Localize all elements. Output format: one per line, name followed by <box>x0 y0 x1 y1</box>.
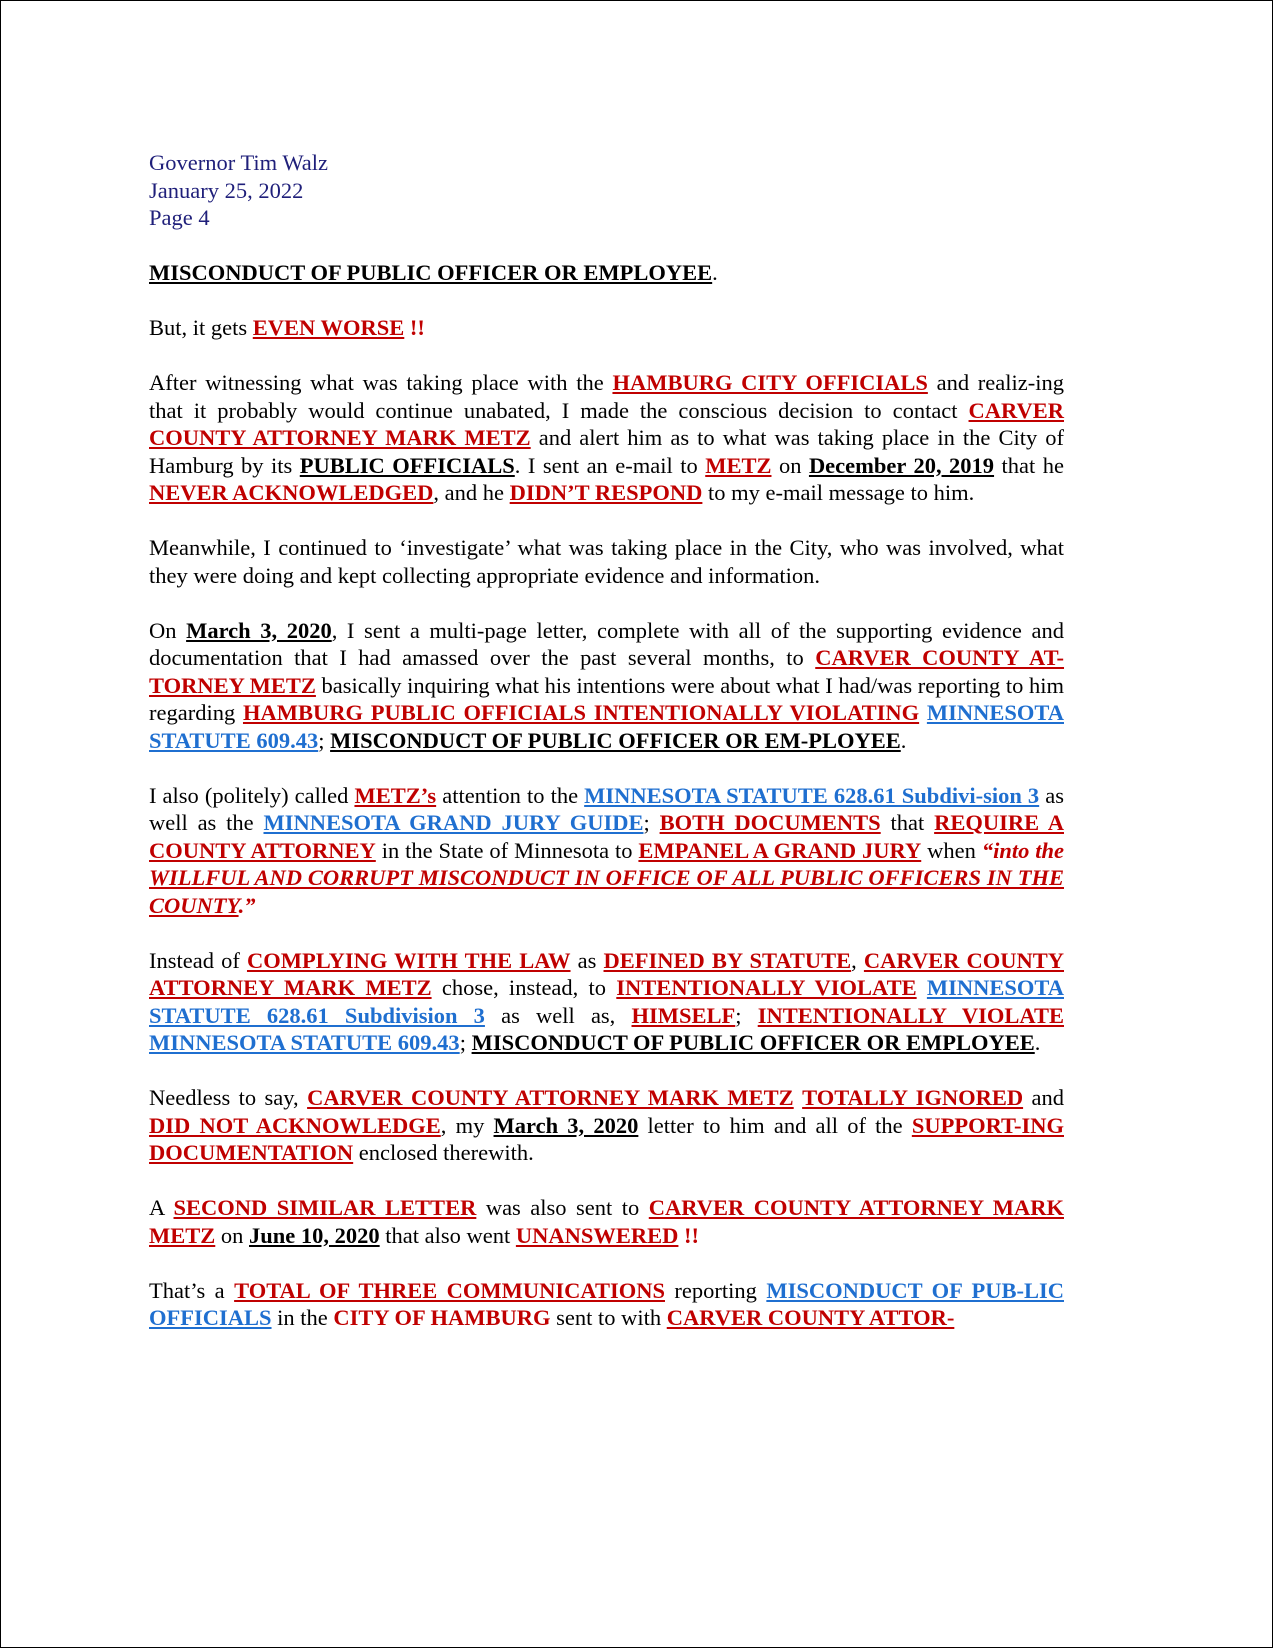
emphasis-red: TOTAL OF THREE COMMUNICATIONS <box>234 1277 665 1303</box>
text-span: as well as the <box>149 782 1064 835</box>
emphasis-red: CARVER COUNTY ATTORNEY MARK METZ <box>149 947 1064 1000</box>
letter-header <box>149 149 1064 232</box>
guide-link[interactable]: MINNESOTA GRAND JURY GUIDE <box>263 810 644 835</box>
text-span: that he <box>994 452 1064 478</box>
text-span: on <box>215 1222 250 1248</box>
text-span <box>919 700 927 725</box>
emphasis-date: June 10, 2020 <box>249 1222 380 1248</box>
text-span: when <box>921 837 982 863</box>
emphasis-red: REQUIRE A COUNTY ATTORNEY <box>149 810 1064 863</box>
emphasis-red: CARVER COUNTY ATTORNEY MARK METZ <box>149 1195 1064 1248</box>
text-span: ; <box>643 810 660 835</box>
text-span: That’s a <box>149 1277 235 1303</box>
text-span: . I sent an e-mail to <box>514 452 706 478</box>
statute-link[interactable]: MINNESOTA STATUTE 628.61 Subdivision 3 <box>149 975 1064 1028</box>
emphasis-date: March 3, 2020 <box>186 617 332 643</box>
text-span: in the State of Minnesota to <box>375 837 639 863</box>
paragraph-grand-jury <box>149 782 1064 920</box>
emphasis-red: HAMBURG CITY OFFICIALS <box>612 370 928 395</box>
text-span: , <box>851 947 864 973</box>
letter-body <box>149 149 1064 1332</box>
statute-link[interactable]: MINNESOTA STATUTE 609.43 <box>149 1030 460 1055</box>
emphasis-red: INTENTIONALLY VIOLATE <box>616 975 917 1000</box>
emphasis-red: CARVER COUNTY ATTOR- <box>666 1305 955 1330</box>
text-span: was also sent to <box>476 1195 649 1220</box>
text-span: that <box>880 810 935 835</box>
statute-link[interactable]: MINNESOTA STATUTE 628.61 Subdivi-sion 3 <box>584 782 1040 808</box>
emphasis-red: CARVER COUNTY ATTORNEY MARK METZ <box>149 397 1064 450</box>
text-span: letter to him and all of the <box>638 1112 912 1138</box>
emphasis-red-plain: !! <box>678 1222 700 1248</box>
emphasis-red: HIMSELF <box>631 1002 736 1028</box>
paragraph-second-letter <box>149 1194 1064 1249</box>
text-span: . <box>712 260 718 285</box>
emphasis-red: COMPLYING WITH THE LAW <box>246 947 571 973</box>
text-span: . <box>900 727 907 753</box>
emphasis-red: DEFINED BY STATUTE <box>603 947 852 973</box>
quote-open: “into the <box>981 837 1064 863</box>
heading-misconduct: MISCONDUCT OF PUBLIC OFFICER OR EMPLOYEE <box>149 260 713 285</box>
emphasis-red-plain: !! <box>404 315 425 340</box>
text-span: as well as, <box>484 1002 632 1028</box>
emphasis-red: METZ <box>705 452 772 478</box>
emphasis-red: CARVER COUNTY ATTORNEY MARK METZ <box>307 1085 794 1110</box>
text-span: attention to the <box>436 782 585 808</box>
text-span: on <box>771 452 809 478</box>
emphasis-red: METZ’s <box>354 782 437 808</box>
text-span: in the <box>271 1305 334 1330</box>
emphasis-red: INTENTIONALLY VIOLATE <box>757 1002 1064 1028</box>
recipient-line: Governor Tim Walz <box>149 150 329 175</box>
paragraph-instead <box>149 947 1064 1057</box>
emphasis-red: SECOND SIMILAR LETTER <box>173 1195 477 1220</box>
text-span <box>794 1085 802 1110</box>
text-span: reporting <box>664 1277 767 1303</box>
text-span: A <box>149 1195 174 1220</box>
emphasis-black: PUBLIC OFFICIALS <box>299 452 515 478</box>
text-span: I also (politely) called <box>149 782 355 808</box>
text-span: ; <box>459 1030 472 1055</box>
emphasis-blue[interactable]: MISCONDUCT OF PUB-LIC OFFICIALS <box>149 1277 1064 1330</box>
text-span: Meanwhile, I continued to ‘investigate’ what was taking place in the City, who was involved, what they were doing and kept collecting appropriate evidence and information. <box>149 535 1064 588</box>
text-span: , and he <box>433 480 510 505</box>
paragraph-ignored <box>149 1084 1064 1167</box>
emphasis-red: TOTALLY IGNORED <box>802 1085 1024 1110</box>
text-span: , I sent a multi-page letter, complete with all of the supporting evidence and documentation that I had amassed over the past several months, to <box>149 617 1064 670</box>
emphasis-red: NEVER ACKNOWLEDGED <box>149 480 434 505</box>
emphasis-date: March 3, 2020 <box>493 1112 639 1138</box>
text-span: and realiz-ing that it probably would continue unabated, I made the conscious decision to contact <box>149 370 1064 423</box>
emphasis-red: CARVER COUNTY AT-TORNEY METZ <box>149 645 1065 698</box>
emphasis-red: DID NOT ACKNOWLEDGE <box>149 1112 441 1138</box>
text-span: that also went <box>379 1222 516 1248</box>
text-span: . <box>1034 1030 1041 1055</box>
text-span: and alert him as to what was taking place in the City of Hamburg by its <box>149 425 1064 478</box>
text-span: On <box>149 617 187 643</box>
paragraph-meanwhile <box>149 534 1064 589</box>
paragraph-heading <box>149 259 1064 287</box>
text-span: basically inquiring what his intentions were about what I had/was reporting to him regarding <box>149 672 1064 725</box>
text-span: But, it gets <box>149 315 253 340</box>
text-span: Instead of <box>149 947 247 973</box>
text-span <box>917 975 927 1000</box>
paragraph-three-communications <box>149 1277 1064 1332</box>
statute-link[interactable]: MINNESOTA STATUTE 609.43 <box>149 700 1064 753</box>
quote-text: WILLFUL AND CORRUPT MISCONDUCT IN OFFICE OF ALL PUBLIC OFFICERS IN THE COUNTY <box>149 865 1064 918</box>
emphasis-red: EMPANEL A GRAND JURY <box>638 837 922 863</box>
text-span: enclosed therewith. <box>353 1140 534 1165</box>
paragraph-even-worse <box>149 314 1064 342</box>
emphasis-black: MISCONDUCT OF PUBLIC OFFICER OR EM-PLOYEE <box>330 727 901 753</box>
emphasis-red: UNANSWERED <box>515 1222 679 1248</box>
emphasis-red-plain: CITY OF HAMBURG <box>333 1305 551 1330</box>
emphasis-black: MISCONDUCT OF PUBLIC OFFICER OR EMPLOYEE <box>471 1030 1035 1055</box>
text-span: sent to with <box>550 1305 667 1330</box>
text-span: chose, instead, to <box>431 975 617 1000</box>
emphasis-red: DIDN’T RESPOND <box>509 480 703 505</box>
emphasis-red: EVEN WORSE <box>252 315 405 340</box>
quote-close: .” <box>238 892 256 918</box>
emphasis-red: BOTH DOCUMENTS <box>659 810 881 835</box>
text-span: After witnessing what was taking place with the <box>149 370 613 395</box>
emphasis-red: SUPPORT-ING DOCUMENTATION <box>149 1112 1064 1165</box>
text-span: Needless to say, <box>149 1085 308 1110</box>
text-span: as <box>570 947 604 973</box>
date-line: January 25, 2022 <box>149 177 304 203</box>
text-span: ; <box>735 1002 758 1028</box>
text-span: to my e-mail message to him. <box>702 480 975 505</box>
emphasis-red: HAMBURG PUBLIC OFFICIALS INTENTIONALLY VIOLATING <box>242 700 920 725</box>
emphasis-date: December 20, 2019 <box>808 452 995 478</box>
text-span: and <box>1023 1085 1064 1110</box>
paragraph-witnessing <box>149 369 1064 507</box>
text-span: , my <box>440 1112 494 1138</box>
paragraph-march-letter <box>149 617 1064 755</box>
page-number: Page 4 <box>149 205 210 230</box>
text-span: ; <box>318 727 331 753</box>
